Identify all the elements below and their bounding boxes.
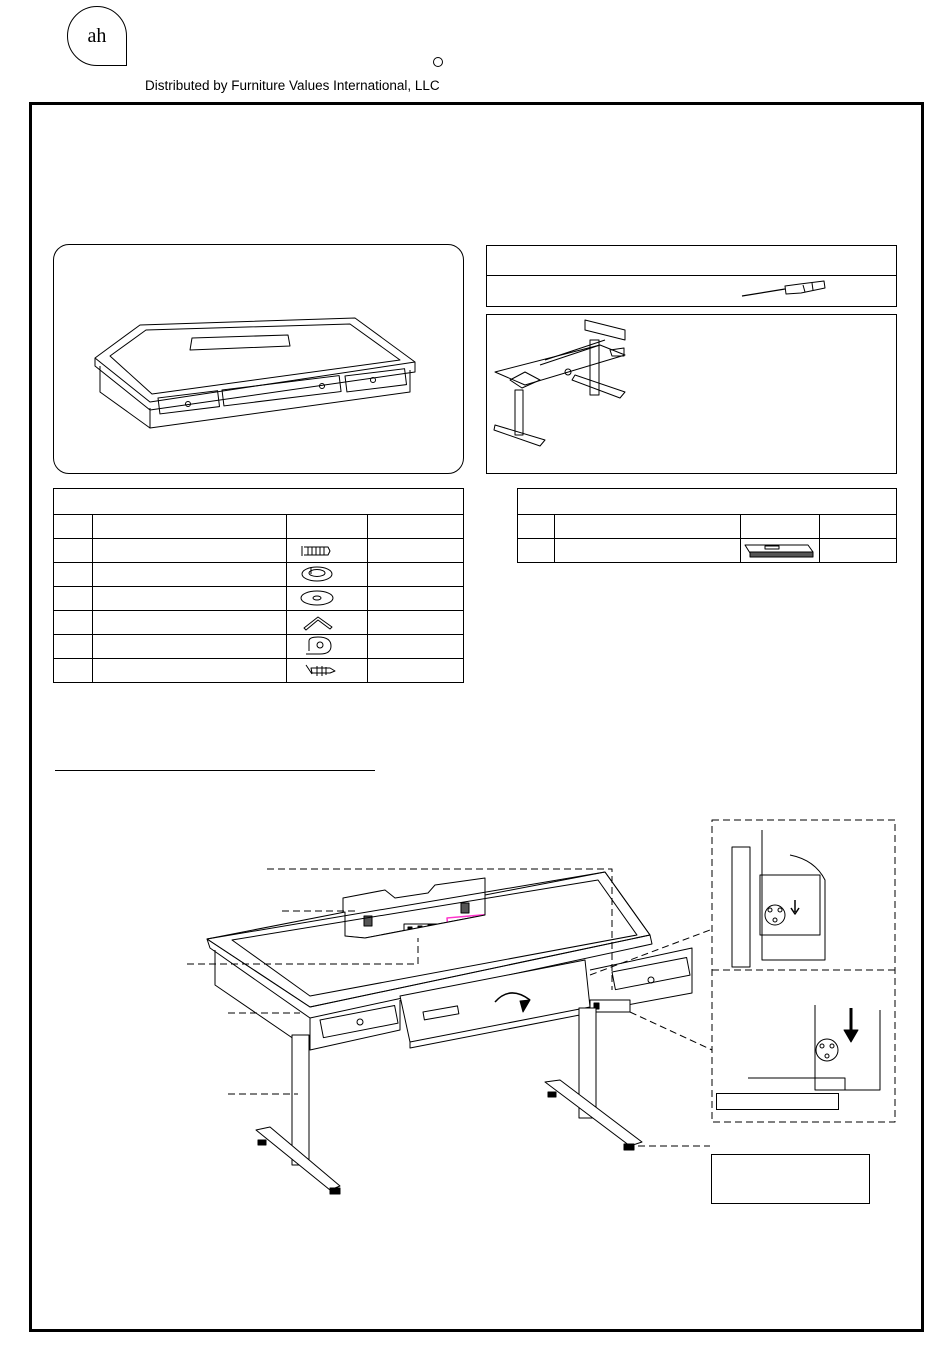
standing-frame-illustration [494, 320, 625, 446]
desk-preview-illustration [95, 318, 415, 428]
distributor-text: Distributed by Furniture Values International, LLC [145, 78, 440, 93]
logo-text: ah [87, 24, 107, 47]
detail-callout [712, 820, 895, 1122]
power-hub-icon [745, 545, 813, 557]
allen-key-icon [304, 617, 332, 630]
lock-washer-icon [302, 567, 332, 581]
assembled-desk-illustration [187, 869, 712, 1194]
screwdriver-icon [742, 281, 825, 296]
flat-washer-icon [301, 591, 333, 605]
screw-icon [302, 546, 330, 556]
anchor-screw-icon [306, 665, 335, 676]
cable-clip-icon [306, 637, 331, 654]
